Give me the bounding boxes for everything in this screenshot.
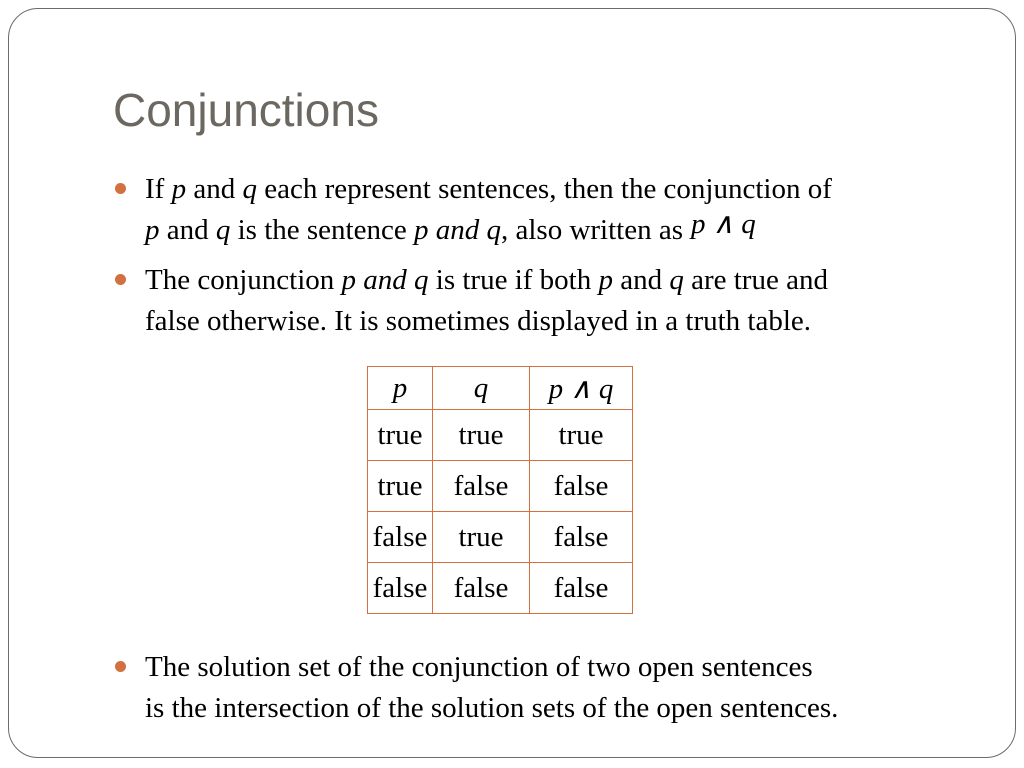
table-row [368,461,633,512]
bullet-solution-set [145,647,985,729]
table-cell: false [368,563,433,614]
table-cell: true [433,410,530,461]
table-row [368,410,633,461]
bullet-conjunction-definition [145,169,985,251]
bullet-line: p and q is the sentence p and q, also written as p ∧ q [145,210,985,251]
table-header-row [368,367,633,410]
table-cell: true [433,512,530,563]
table-cell: false [530,512,633,563]
table-cell: false [530,461,633,512]
bullet-line: is the intersection of the solution sets of the open sentences. [145,692,839,724]
bullet-conjunction-truth [145,260,985,342]
table-cell: false [368,512,433,563]
table-cell: false [433,563,530,614]
bullet-dot-icon [115,274,126,285]
truth-table [367,366,633,614]
table-cell: true [368,410,433,461]
table-row [368,563,633,614]
header-cell: p ∧ q [530,367,633,410]
conjunction-formula: p ∧ q [691,208,756,240]
header-cell: q [433,367,530,410]
bullet-dot-icon [115,661,126,672]
bullet-line: false otherwise. It is sometimes displayed in a truth table. [145,305,812,337]
table-cell: false [433,461,530,512]
bullet-line: If p and q each represent sentences, then the conjunction of [145,173,832,205]
bullet-dot-icon [115,183,126,194]
header-cell: p [368,367,433,410]
slide-title: Conjunctions [113,84,379,136]
table-row [368,512,633,563]
table-cell: true [530,410,633,461]
bullet-line: The solution set of the conjunction of two open sentences [145,651,813,683]
table-cell: false [530,563,633,614]
bullet-line: The conjunction p and q is true if both p and q are true and [145,264,828,296]
table-cell: true [368,461,433,512]
